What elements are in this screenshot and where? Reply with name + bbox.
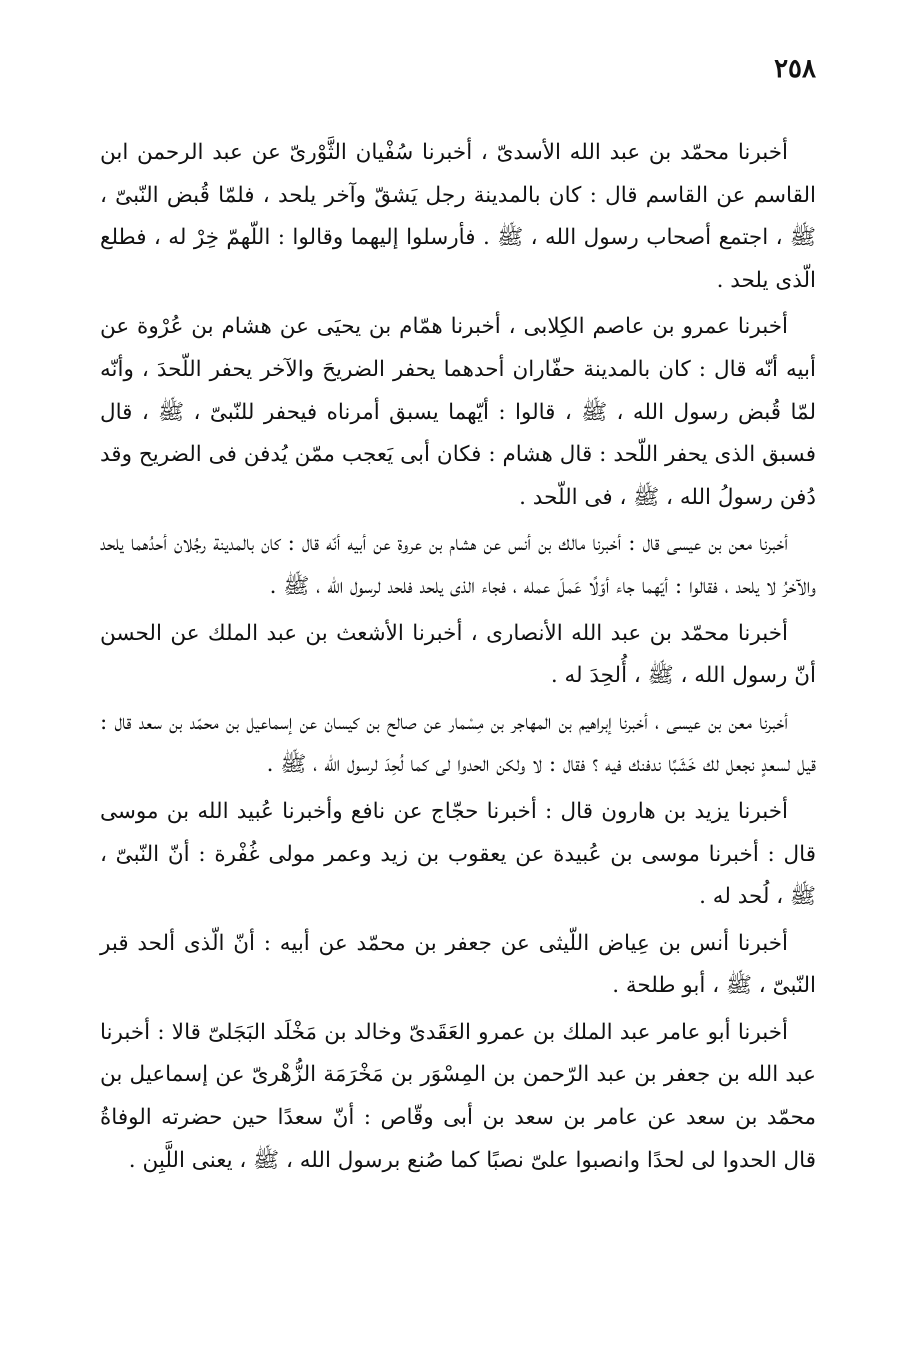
page-number: ٢٥٨ xyxy=(774,54,816,84)
paragraph: أخبرنا عمرو بن عاصم الكِلابى ، أخبرنا همّام بن يحيَى عن هشام بن عُرْوة عن أبيه أنّه قال : كان بالمدينة حفّاران أحدهما يحفر الضريحَ والآخر يحفر اللّحدَ ، وأنّه لمّا قُبض رسول الله ، ﷺ ، قالوا : أيّهما يسبق أمرناه فيحفر للنّبىّ ، ﷺ ، قال فسبق الذى يحفر اللّحد : قال هشام : فكان أبى يَعجب ممّن يُدفن فى الضريح وقد دُفن رسولُ الله ، ﷺ ، فى اللّحد . xyxy=(100,314,816,510)
paragraph: أخبرنا معن بن عيسى قال : أخبرنا مالك بن أنس عن هشام بن عروة عن أبيه أنّه قال : كان بالمدينة رجُلان أحدُهما يلحد والآخرُ لا يلحد ، فقالوا : أيّهما جاء أوّلًا عَملَ عمله ، فجاء الذى يلحد فلحد لرسول الله ، ﷺ . xyxy=(100,531,816,599)
paragraph: أخبرنا أنس بن عِياض اللّيثى عن جعفر بن محمّد عن أبيه : أنّ الّذى ألحد قبر النّبىّ ، ﷺ ، أبو طلحة . xyxy=(100,930,816,999)
paragraph: أخبرنا معن بن عيسى ، أخبرنا إبراهيم بن المهاجر بن مِسْمار عن صالح بن كيسان عن إسماعيل بن محمّد بن سعد قال : قيل لسعدٍ نجعل لك خَشَبًا ندفنك فيه ؟ فقال : لا ولكن الحدوا لى كما لُحِدَ لرسول الله ، ﷺ . xyxy=(100,709,816,778)
paragraph: أخبرنا أبو عامر عبد الملك بن عمرو العَقَدىّ وخالد بن مَخْلَد البَجَلىّ قالا : أخبرنا عبد الله بن جعفر بن عبد الرّحمن بن المِسْوَر بن مَخْرَمَة الزُّهْرىّ عن إسماعيل بن محمّد بن سعد عن عامر بن سعد بن أبى وقّاص : أنّ سعدًا حين حضرته الوفاةُ قال الحدوا لى لحدًا وانصبوا علىّ نصبًا كما صُنع برسول الله ، ﷺ ، يعنى اللَّبِن . xyxy=(100,1019,816,1173)
paragraph: أخبرنا يزيد بن هارون قال : أخبرنا حجّاج عن نافع وأخبرنا عُبيد الله بن موسى قال : أخبرنا موسى بن عُبيدة عن يعقوب بن زيد وعمر مولى غُفْرة : أنّ النّبىّ ، ﷺ ، لُحد له . xyxy=(100,798,816,910)
paragraph: أخبرنا محمّد بن عبد الله الأنصارى ، أخبرنا الأشعث بن عبد الملك عن الحسن أنّ رسول الله ، ﷺ ، أُلحِدَ له . xyxy=(100,620,816,689)
text-body xyxy=(100,132,816,1182)
paragraph: أخبرنا محمّد بن عبد الله الأسدىّ ، أخبرنا سُفْيان الثَّوْرىّ عن عبد الرحمن ابن القاسم عن القاسم قال : كان بالمدينة رجل يَشقّ وآخر يلحد ، فلمّا قُبض النّبىّ ، ﷺ ، اجتمع أصحاب رسول الله ، ﷺ . فأرسلوا إليهما وقالوا : اللّهمّ خِرْ له ، فطلع الّذى يلحد . xyxy=(100,140,816,293)
